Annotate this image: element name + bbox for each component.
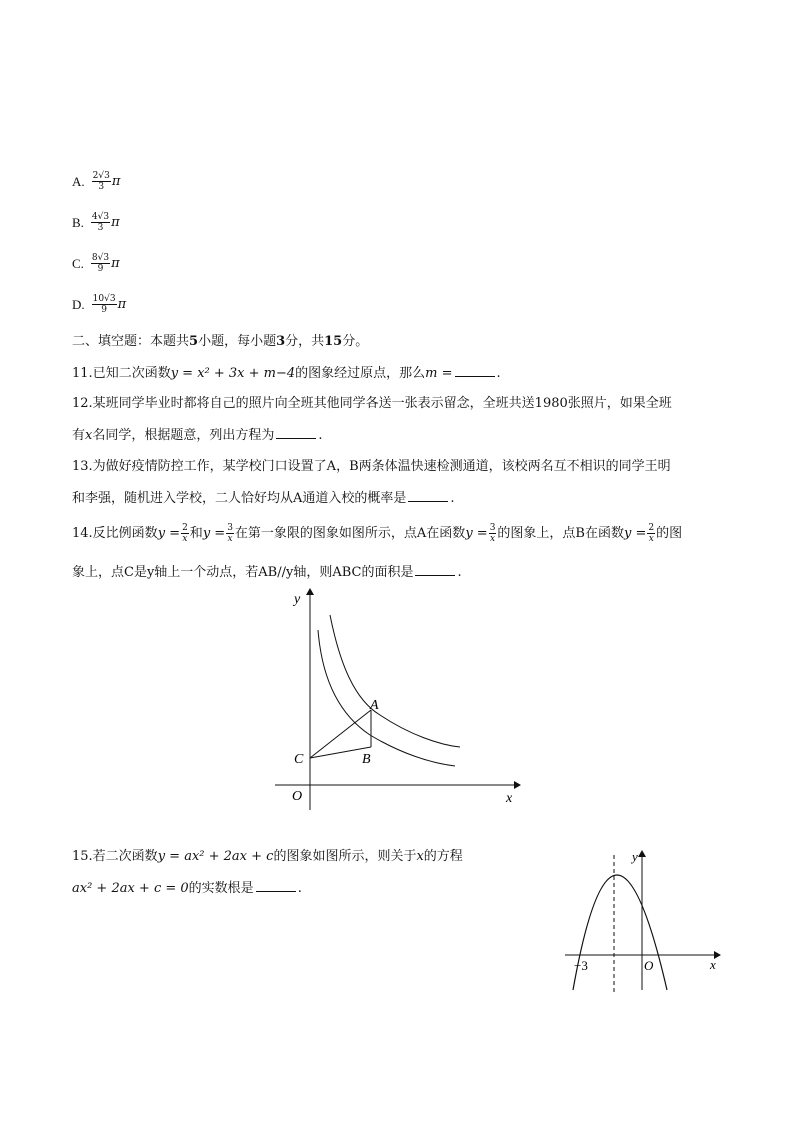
label-o: O <box>644 958 654 973</box>
option-d <box>72 294 126 315</box>
label-y: y <box>632 849 638 864</box>
segment-ca <box>310 710 371 758</box>
answer-blank <box>276 426 316 439</box>
option-c <box>72 253 120 274</box>
question-13-line1: 13.为做好疫情防控工作，某学校门口设置了A，B两条体温快速检测通道，该校两名互不相识的同学王明 <box>72 459 671 474</box>
question-11: 11.已知二次函数y = x² + 3x + m−4的图象经过原点，那么m = . <box>72 366 501 381</box>
option-a-label: A. <box>72 173 85 189</box>
answer-blank <box>408 489 448 502</box>
label-o: O <box>292 789 303 804</box>
pi-symbol: π <box>111 214 120 230</box>
option-a <box>72 171 120 192</box>
question-14-line2: 象上，点C是y轴上一个动点，若AB//y轴，则ABC的面积是 . <box>72 565 462 580</box>
option-b-fraction: $\frac{4√3}{3}$ <box>91 212 110 233</box>
pi-symbol: π <box>117 296 127 312</box>
answer-blank <box>415 563 455 576</box>
label-neg3: −3 <box>574 958 588 973</box>
option-d-label: D. <box>72 296 85 312</box>
question-15-line2: ax² + 2ax + c = 0的实数根是 . <box>72 881 302 896</box>
option-d-fraction: $\frac{10√3}{9}$ <box>92 294 116 315</box>
question-12-line1: 12.某班同学毕业时都将自己的照片向全班其他同学各送一张表示留念，全班共送1980张照片，如果全班 <box>72 396 672 411</box>
option-c-fraction: $\frac{8√3}{9}$ <box>91 253 110 274</box>
question-12-line2: 有x名同学，根据题意，列出方程为 . <box>72 428 323 443</box>
question-14-line1: 14.反比例函数y = $\frac{2}{x}$ 和y = $\frac{3}{x}$ 在第一象限的图象如图所示，点A在函数y = $\frac{3}{x}$ 的图象上，点B在函数y = $\frac{2}{x}$ 的图 <box>72 523 683 544</box>
label-y: y <box>294 592 301 607</box>
option-b-label: B. <box>72 214 84 230</box>
answer-blank <box>455 364 495 377</box>
question-13-line2: 和李强，随机进入学校，二人恰好均从A通道入校的概率是 . <box>72 491 455 506</box>
label-c: C <box>294 752 304 767</box>
pi-symbol: π <box>111 173 121 189</box>
pi-symbol: π <box>111 255 120 271</box>
option-b <box>72 212 120 233</box>
question-15-line1: 15.若二次函数y = ax² + 2ax + c的图象如图所示，则关于x的方程 <box>72 849 463 864</box>
label-x: x <box>506 791 513 806</box>
figure-15 <box>560 845 730 995</box>
option-c-label: C. <box>72 255 84 271</box>
figure-14 <box>270 585 530 810</box>
answer-blank <box>256 879 296 892</box>
section-heading: 二、填空题：本题共5小题，每小题3分，共15分。 <box>72 334 369 349</box>
option-a-fraction: $\frac{2√3}{3}$ <box>92 171 110 192</box>
label-b: B <box>362 752 371 767</box>
label-x: x <box>710 957 716 972</box>
label-a: A <box>370 698 379 713</box>
